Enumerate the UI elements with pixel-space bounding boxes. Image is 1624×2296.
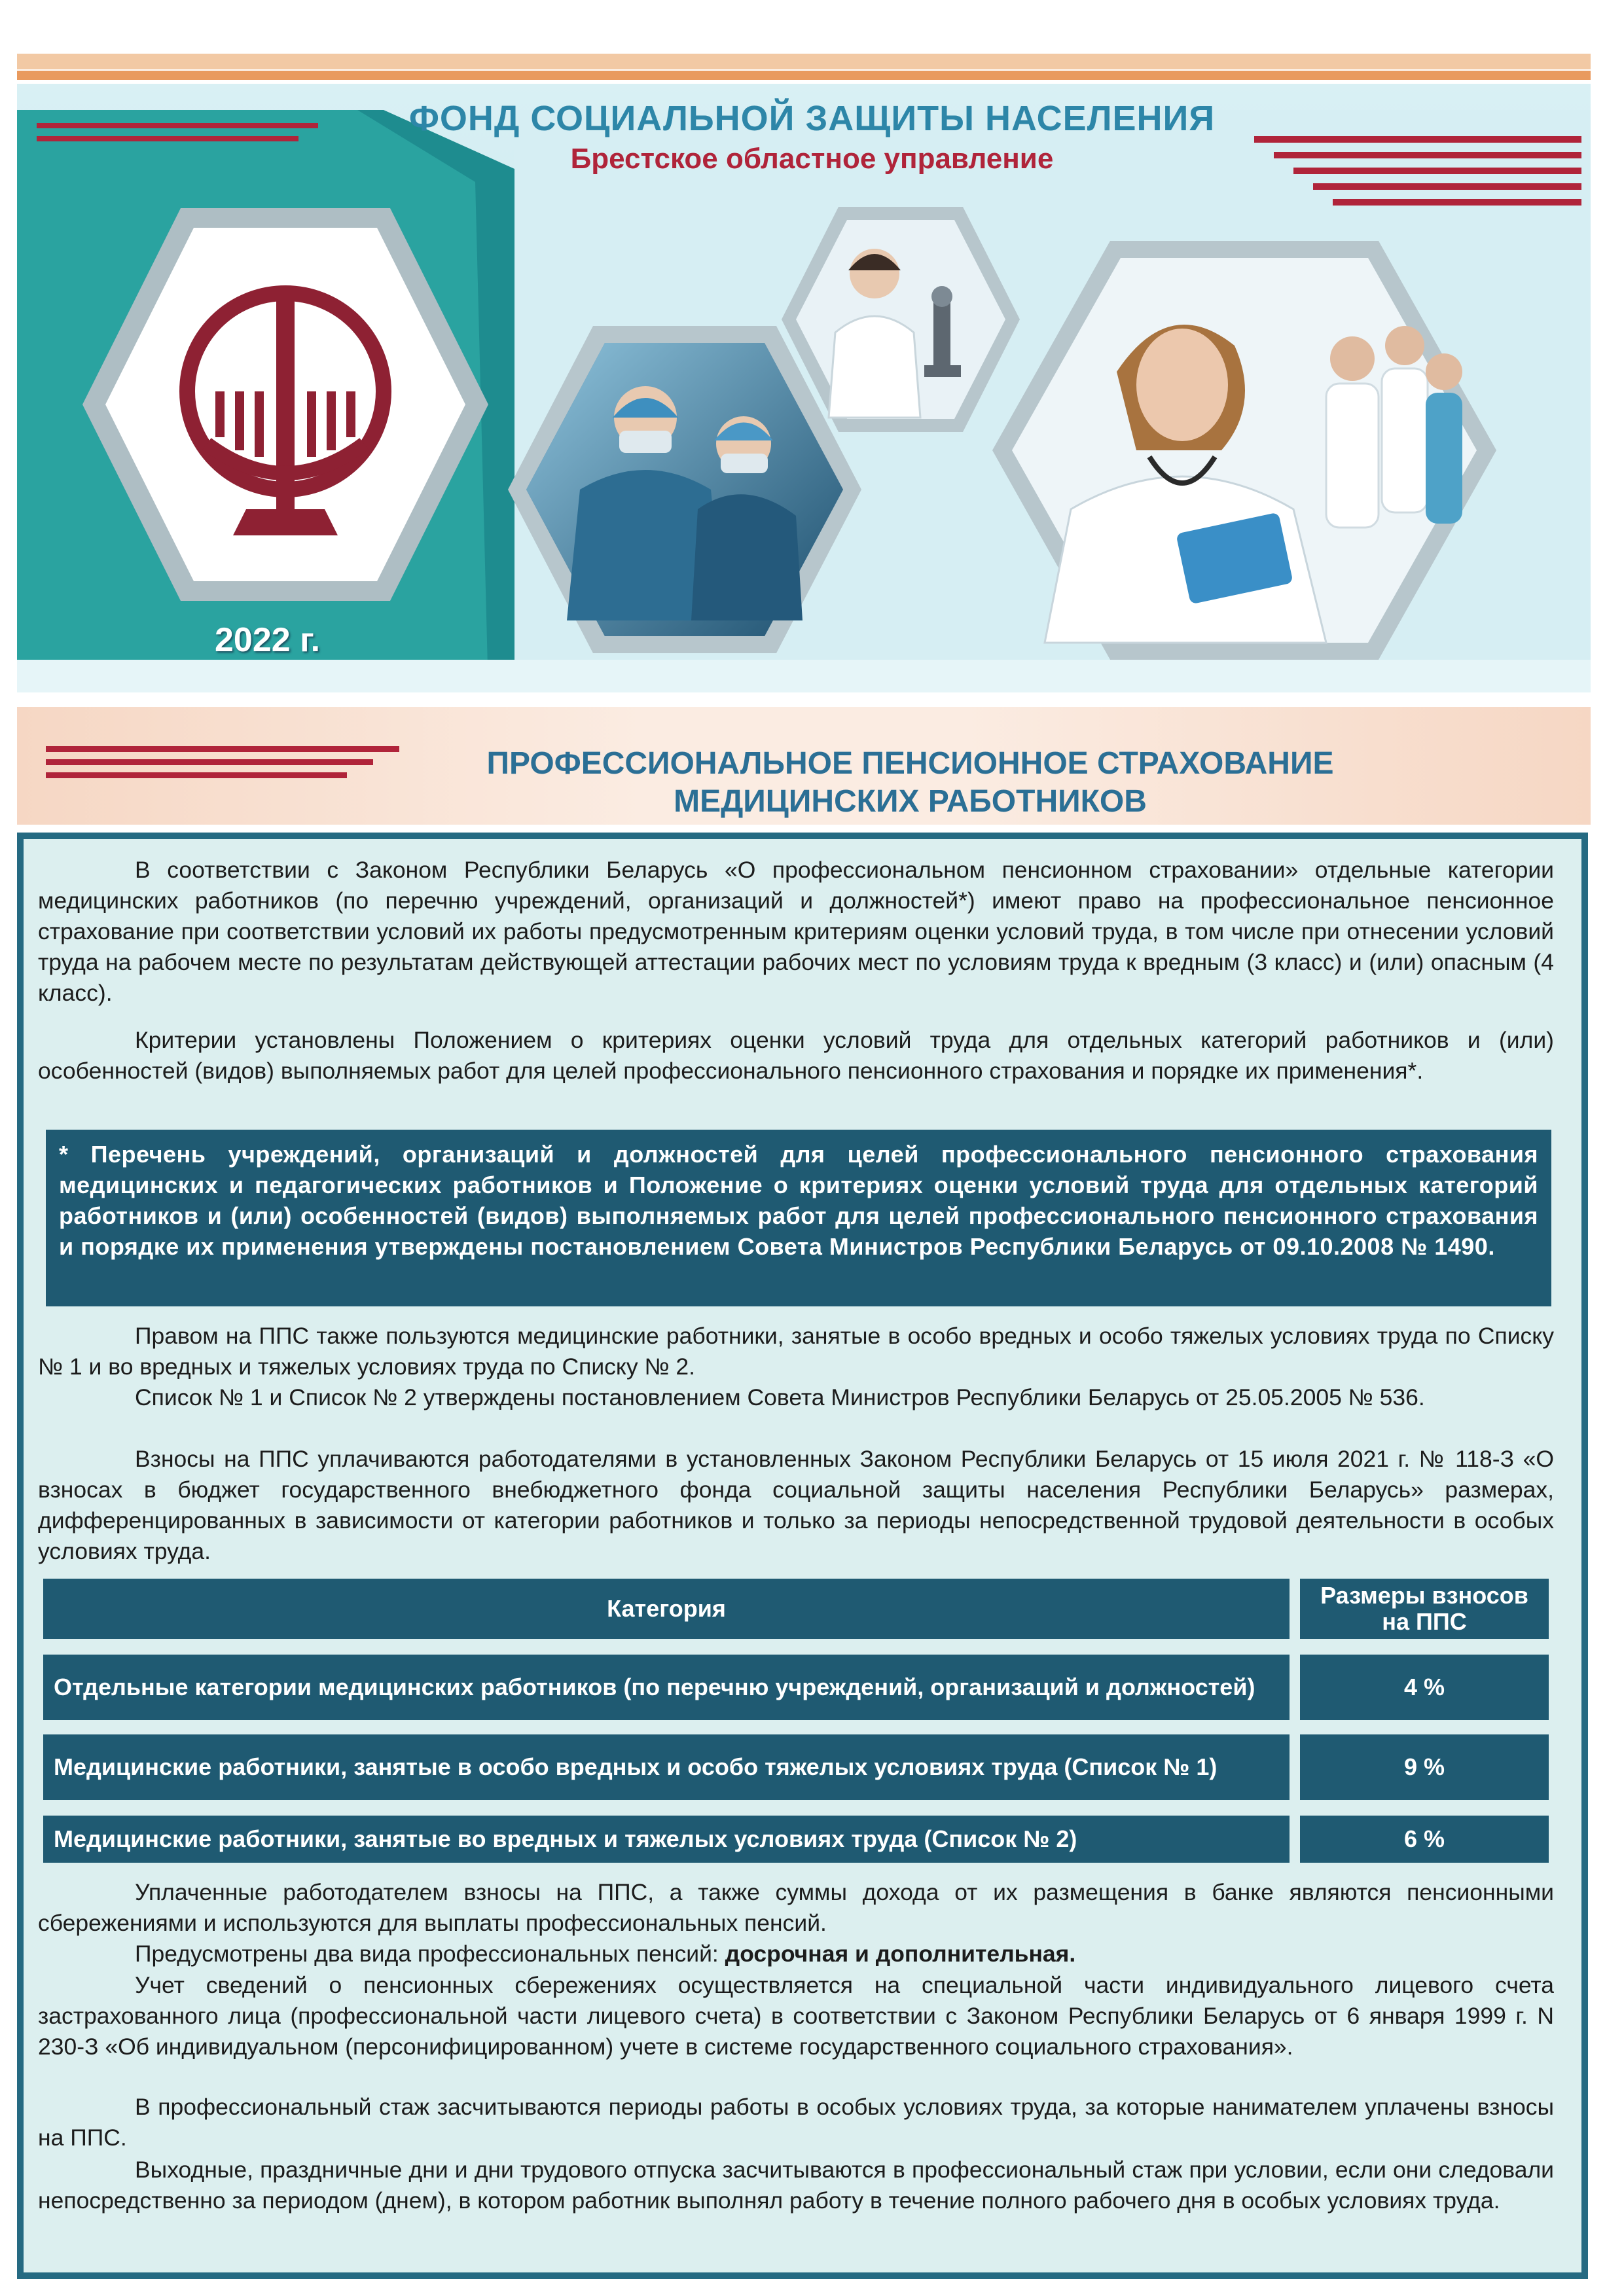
closing-paragraph-4: В профессиональный стаж засчитываются периоды работы в особых условиях труда, за которые нанимателем уплачены взносы на ППС.: [38, 2094, 1554, 2151]
closing-paragraph-5: Выходные, праздничные дни и дни трудового отпуска засчитываются в профессиональный стаж при условии, если они следовали непосредственно за периодом (днем), в котором работник выполнял работу в течение полного рабочего дня в особых условиях труда.: [38, 2157, 1554, 2214]
middle-paragraph-2: Список № 1 и Список № 2 утверждены постановлением Совета Министров Республики Беларусь от 25.05.2005 № 536.: [135, 1384, 1425, 1410]
closing-paragraph-2: Предусмотрены два вида профессиональных пенсий: досрочная и дополнительная.: [135, 1941, 1076, 1967]
pension-types-emphasis: досрочная и дополнительная.: [725, 1941, 1076, 1967]
top-decor-line-accent: [17, 71, 1591, 80]
table-row-category: Отдельные категории медицинских работников (по перечню учреждений, организаций и должностей): [43, 1655, 1290, 1720]
table-header-category: Категория: [43, 1579, 1290, 1639]
intro-paragraph-1: В соответствии с Законом Республики Беларусь «О профессиональном пенсионном страховании» отдельные категории медицинских работников (по перечню учреждений, организаций и должностей*) имеют право на профессиональное пенсионное страхование при соответствии условий их работы предусмотренным критериям оценки условий труда, в том числе при отнесении условий труда на рабочем месте по результатам действующей аттестации рабочих мест по условиям труда к вредным (3 класс) и (или) опасным (4 класс).: [38, 857, 1554, 1006]
page-title-line2: МЕДИЦИНСКИХ РАБОТНИКОВ: [674, 784, 1147, 819]
fund-logo-hexagon: [76, 195, 495, 614]
doctors-photo-hexagon: [986, 234, 1503, 666]
table-row-rate: 9 %: [1300, 1734, 1549, 1800]
table-row-category: Медицинские работники, занятые в особо вредных и особо тяжелых условиях труда (Список № 1): [43, 1734, 1290, 1800]
middle-paragraph-1: Правом на ППС также пользуются медицинские работники, занятые в особо вредных и особо тяжелых условиях труда по Списку № 1 и во вредных и тяжелых условиях труда по Списку № 2.: [38, 1323, 1554, 1380]
org-subtitle: Брестское областное управление: [570, 143, 1054, 175]
table-header-rate: Размеры взносов на ППС: [1300, 1579, 1549, 1639]
table-row-rate: 6 %: [1300, 1816, 1549, 1863]
table-row-rate: 4 %: [1300, 1655, 1549, 1720]
footnote-box: * Перечень учреждений, организаций и должностей для целей профессионального пенсионного страхования медицинских и педагогических работников и Положение о критериях оценки условий труда для отдельных категорий работников и (или) особенностей (видов) выполняемых работ для целей профессионального пенсионного страхования и порядке их применения утверждены постановлением Совета Министров Республики Беларусь от 09.10.2008 № 1490.: [46, 1130, 1551, 1306]
year-label: 2022 г.: [215, 621, 321, 659]
page-title: [0, 745, 1624, 821]
intro-paragraph-2: Критерии установлены Положением о критериях оценки условий труда для отдельных категорий работников и (или) особенностей (видов) выполняемых работ для целей профессионального пенсионного страхования и порядке их применения*.: [38, 1027, 1554, 1084]
middle-paragraph-3: Взносы на ППС уплачиваются работодателями в установленных Законом Республики Беларусь от 15 июля 2021 г. № 118-З «О взносах в бюджет государственного внебюджетного фонда социальной защиты населения Республики Беларусь» размерах, дифференцированных в зависимости от категории работников и только за периоды непосредственной трудовой деятельности в особых условиях труда.: [38, 1446, 1554, 1564]
page-title-line1: ПРОФЕССИОНАЛЬНОЕ ПЕНСИОННОЕ СТРАХОВАНИЕ: [486, 746, 1334, 781]
closing-paragraph-1: Уплаченные работодателем взносы на ППС, а также суммы дохода от их размещения в банке являются пенсионными сбережениями и используются для выплаты профессиональных пенсий.: [38, 1879, 1554, 1936]
table-row-category: Медицинские работники, занятые во вредных и тяжелых условиях труда (Список № 2): [43, 1816, 1290, 1863]
org-title: ФОНД СОЦИАЛЬНОЙ ЗАЩИТЫ НАСЕЛЕНИЯ: [408, 99, 1216, 138]
closing-paragraph-3: Учет сведений о пенсионных сбережениях осуществляется на специальной части индивидуального лицевого счета застрахованного лица (профессиональной части лицевого счета) в соответствии с Законом Республики Беларусь от 6 января 1999 г. N 230-З «Об индивидуальном (персонифицированном) учете в системе государственного социального страхования».: [38, 1972, 1554, 2060]
top-decor-line: [17, 54, 1591, 69]
